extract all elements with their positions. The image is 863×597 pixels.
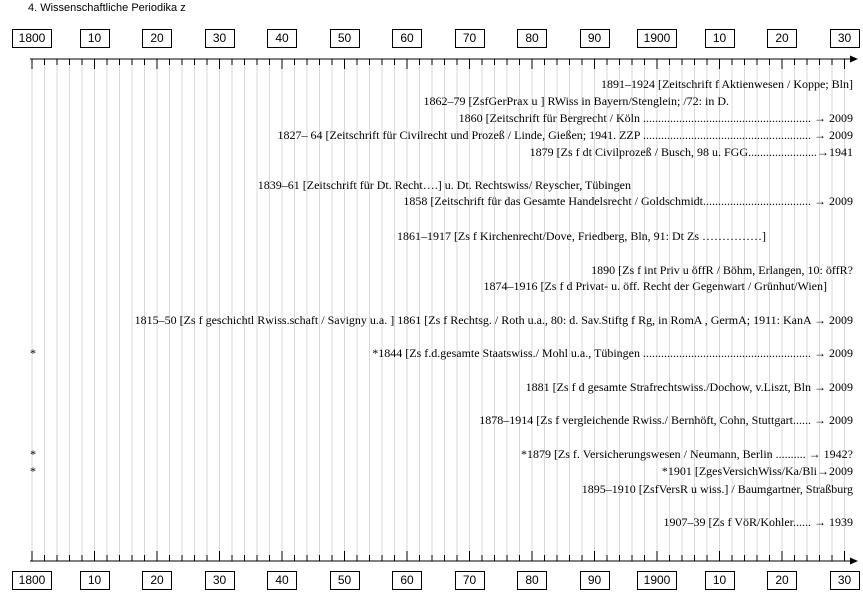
top-axis-label: 40 [267,29,297,48]
entry-dt-recht: 1839–61 [Zeitschrift für Dt. Recht….] u. Dt. Rechtswiss/ Reyscher, Tübingen [257,178,631,192]
entry-int-privatrecht: 1890 [Zs f int Priv u öffR / Böhm, Erlangen, 10: öffR? [591,263,853,277]
top-axis-arrowhead [850,56,858,63]
entry-gerichtspraxis-bayern: 1862–79 [ZsfGerPrax u ] RWiss in Bayern/Stenglein; /72: in D. [423,94,729,108]
entry-voelkerrecht: 1907–39 [Zs f VöR/Kohler...... → 1939 [663,515,853,529]
entry-versr-wiss: 1895–1910 [ZsfVersR u wiss.] / Baumgartner, Straßburg [581,482,853,496]
bottom-axis-label: 10 [705,571,735,590]
entry-dt-civilprozess: 1879 [Zs f dt Civilprozeß / Busch, 98 u. FGG.......................→1941 [529,145,853,159]
top-axis-label: 30 [205,29,235,48]
bottom-axis-label: 1900 [637,571,677,590]
top-axis-label: 10 [705,29,735,48]
bottom-axis-arrowhead [850,558,858,565]
entry-vergleichende-rwiss: 1878–1914 [Zs f vergleichende Rwiss./ Bernhöft, Cohn, Stuttgart...... → 2009 [479,413,853,427]
entry-kirchenrecht: 1861–1917 [Zs f Kirchenrecht/Dove, Friedberg, Bln, 91: Dt Zs ……………] [396,229,766,243]
page-title: 4. Wissenschaftliche Periodika z [28,2,186,14]
top-axis-label: 10 [80,29,110,48]
entry-strafrechtswiss: 1881 [Zs f d gesamte Strafrechtswiss./Dochow, v.Liszt, Bln → 2009 [525,380,853,394]
top-axis-label: 50 [330,29,360,48]
bottom-axis-label: 70 [455,571,485,590]
top-axis-label: 90 [580,29,610,48]
top-axis-label: 70 [455,29,485,48]
bottom-axis-label: 80 [517,571,547,590]
entry-civilrecht-prozess: 1827– 64 [Zeitschrift für Civilrecht und Prozeß / Linde, Gießen; 1941. ZZP ........................................................ → 2009 [277,128,853,142]
top-axis-label: 1800 [12,29,52,48]
bottom-axis-label: 1800 [12,571,52,590]
star-mark: * [30,447,36,461]
top-axis-label: 20 [767,29,797,48]
entry-aktienwesen: 1891–1924 [Zeitschrift f Aktienwesen / Koppe; Bln] [601,77,853,91]
entry-privat-oeff-recht: 1874–1916 [Zs f d Privat- u. öff. Recht der Gegenwart / Grünhut/Wien] [483,279,827,293]
bottom-axis-label: 30 [830,571,860,590]
top-axis-label: 80 [517,29,547,48]
top-axis-label: 20 [142,29,172,48]
entry-ges-versich-wiss: *1901 [ZgesVersichWiss/Ka/Bli→2009 [661,464,853,478]
top-axis-label: 1900 [637,29,677,48]
entry-versicherungswesen: *1879 [Zs f. Versicherungswesen / Neumann, Berlin .......... → 1942? [520,447,853,461]
entry-bergrecht: 1860 [Zeitschrift für Bergrecht / Köln ........................................................ → 2009 [458,111,853,125]
bottom-axis-label: 10 [80,571,110,590]
bottom-axis-label: 20 [767,571,797,590]
entry-handelsrecht: 1858 [Zeitschrift für das Gesamte Handelsrecht / Goldschmidt.................................... → 2009 [403,194,853,208]
top-axis-label: 60 [392,29,422,48]
star-mark: * [30,346,36,360]
bottom-axis-label: 40 [267,571,297,590]
entry-geschichtl-rwiss: 1815–50 [Zs f geschichtl Rwiss.schaft / Savigny u.a. ] 1861 [Zs f Rechtsg. / Roth u.a., 80: d. Sav.Stiftg f Rg, in RomA , GermA; 1911: KanA → 2009 [134,313,853,327]
bottom-axis-label: 60 [392,571,422,590]
star-mark: * [30,464,36,478]
top-axis-label: 30 [830,29,860,48]
bottom-axis-label: 20 [142,571,172,590]
entry-staatswiss: *1844 [Zs f.d.gesamte Staatswiss./ Mohl u.a., Tübingen ........................................................ → 2009 [372,346,853,360]
bottom-axis-label: 30 [205,571,235,590]
bottom-axis-label: 90 [580,571,610,590]
bottom-axis-label: 50 [330,571,360,590]
